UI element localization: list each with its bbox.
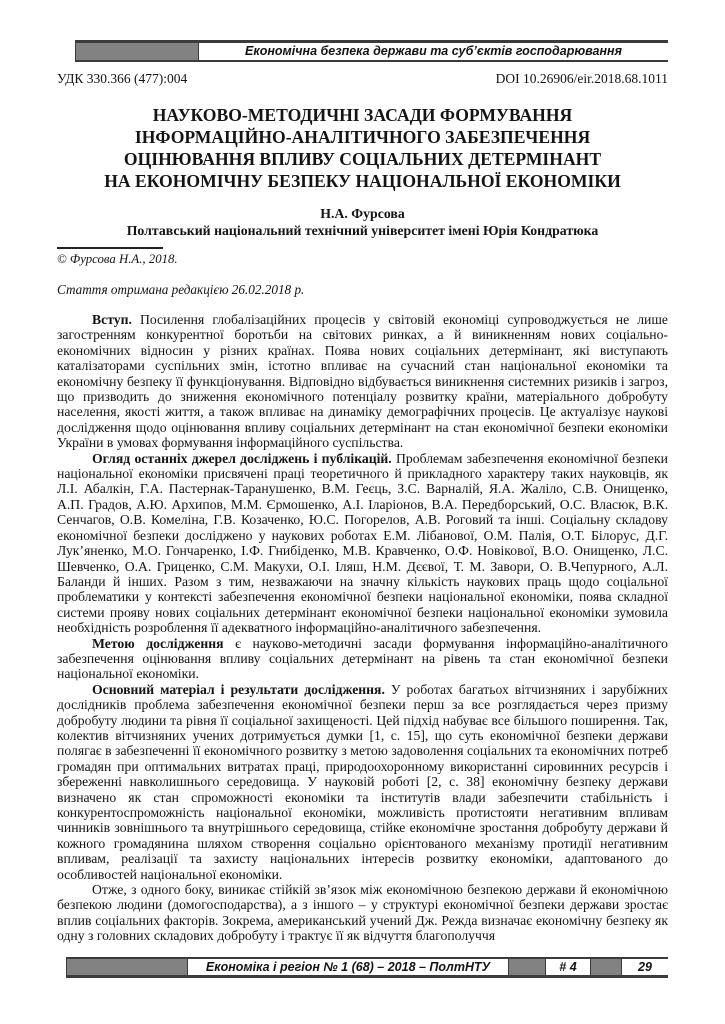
paragraph-text: У роботах багатьох вітчизняних і зарубіжних дослідників проблема забезпечення економічної безпеки перш за все розглядається через призму добробуту людини та рівня її соціальної захищеності. Цей підхід набуває все більшого поширення. Так, колектив вітчизняних учених дотримується думки [1, с. 15], що суть економічної безпеки держави полягає в забезпеченні її економічного розвитку з метою задоволення соціальних та економічних потреб громадян при оптимальних витратах праці, природоохоронному використанні сировинних ресурсів і збереженні навколишнього середовища. У науковій роботі [2, с. 38] економічну безпеку держави визначено як стан спроможності економіки та інститутів влади забезпечити стабільність і конкурентоспроможність національної економіки, можливість протистояти негативним впливам чинників зовнішнього та внутрішнього середовища, стійке економічне зростання добробуту держави й кожного громадянина шляхом створення соціально орієнтованого механізму протидії негативним впливам, реалізації та захисту національних інтересів розвитку економіки, адаптованого до особливостей національної економіки.: [57, 681, 669, 882]
journal-title: Економіка і регіон № 1 (68) – 2018 – ПолтНТУ: [205, 960, 491, 974]
received-date-note: Стаття отримана редакцією 26.02.2018 р.: [57, 282, 305, 297]
paragraph-lead: Основний матеріал і результати дослідження.: [92, 681, 385, 697]
section-header-bar: [75, 40, 668, 62]
copyright-note: © Фурсова Н.А., 2018.: [57, 252, 178, 266]
article-title-line: ІНФОРМАЦІЙНО-АНАЛІТИЧНОГО ЗАБЕЗПЕЧЕННЯ: [134, 127, 591, 147]
paragraph-text: Отже, з одного боку, виникає стійкій зв’язок між економічною безпекою держави й економічною безпекою людини (домогосподарства), а з іншого – у структурі економічної безпеки держави зростає вплив соціальних факторів. Зокрема, американський учений Дж. Режда визначає економічну безпеку як одну з головних складових добробуту і трактує її як відчуття благополуччя: [57, 882, 668, 944]
paragraph-lead: Вступ.: [92, 312, 132, 327]
issue-mark: # 4: [559, 960, 577, 974]
header-gray-block: [75, 43, 199, 60]
body-paragraph: [57, 682, 668, 882]
body-paragraph: [57, 636, 668, 682]
body-paragraph: [57, 312, 668, 451]
page-content: [0, 40, 725, 944]
article-title-line: ОЦІНЮВАННЯ ВПЛИВУ СОЦІАЛЬНИХ ДЕТЕРМІНАНТ: [123, 149, 602, 169]
article-title: [57, 104, 668, 192]
body-paragraph: [57, 451, 668, 636]
paragraph-text: Посилення глобалізаційних процесів у світовій економіці супроводжується не лише загостренням конкурентної боротьби на світових ринках, а й виникненням нових соціально-економічних відносин у різних країнах. Поява нових соціальних детермінант, які виступають каталізаторами суспільних змін, істотно впливає на сучасний стан національної економіки та економічну безпеку її функціонування. Відповідно відбувається виникнення системних ризиків і загроз, що призводить до зниження економічного потенціалу розвитку країни, матеріального добробуту населення, якості життя, а також впливає на динаміку демографічних процесів. Це актуалізує наукові дослідження щодо оцінювання впливу соціальних детермінант на стан економічної безпеки економіки України в умовах формування інформаційного суспільства.: [57, 312, 668, 451]
article-title-line: НА ЕКОНОМІЧНУ БЕЗПЕКУ НАЦІОНАЛЬНОЇ ЕКОНОМІКИ: [104, 171, 621, 191]
paragraph-lead: Огляд останніх джерел досліджень і публікацій.: [92, 450, 392, 466]
article-body: [57, 312, 668, 944]
paragraph-lead: Метою дослідження: [92, 635, 224, 651]
section-title: Економічна безпека держави та суб’єктів господарювання: [245, 44, 622, 58]
doi-number: DOI 10.26906/eir.2018.68.1011: [495, 71, 668, 86]
footer-bar: [66, 957, 668, 978]
meta-row: [57, 71, 668, 86]
paragraph-text: Проблемам забезпечення економічної безпеки національної економіки присвячені праці теоретичного й прикладного характеру таких науковців, як Л.І. Абалкін, Г.А. Пастернак-Таранушенко, В.М. Геєць, З.С. Варналій, Я.А. Жаліло, С.В. Онищенко, А.П. Градов, А.Ю. Архипов, М.М. Єрмошенко, А.І. Іларіонов, В.А. Передборський, О.С. Власюк, В.К. Сенчагов, О.В. Комеліна, Г.В. Козаченко, Ю.С. Погорелов, А.В. Роговий та інші. Соціальну складову економічної безпеки досліджено у наукових роботах Е.М. Лібанової, О.М. Палія, О.Т. Білорус, Д.Г. Лук’яненко, М.О. Гончаренко, І.Ф. Гнибіденко, М.В. Кравченко, О.Ф. Новікової, В.О. Онищенко, Л.С. Шевченко, О.А. Гриценко, С.М. Макухи, О.І. Іляш, Н.М. Дєєвої, Т. М. Завори, О. В.Чепурного, А.Л. Баланди й інших. Разом з тим, незважаючи на значну кількість наукових праць щодо соціальної проблематики у контексті забезпечення економічної безпеки національної економіки, поява складної системи прояву нових соціальних детермінант економічної безпеки національної економіки зумовила необхідність розроблення її адекватного інформаційно-аналітичного забезпечення.: [57, 450, 668, 636]
footer-gray-block: [508, 959, 546, 975]
article-title-line: НАУКОВО-МЕТОДИЧНІ ЗАСАДИ ФОРМУВАННЯ: [152, 105, 573, 125]
udc-number: УДК 330.366 (477):004: [57, 71, 188, 86]
footnote-rule: [57, 247, 163, 249]
footer-gray-block: [590, 959, 622, 975]
page-number: 29: [638, 960, 652, 974]
author-name: Н.А. Фурсова: [320, 206, 405, 221]
author-affiliation: Полтавський національний технічний університет імені Юрія Кондратюка: [126, 223, 599, 238]
paragraph-text: є науково-методичні засади формування інформаційно-аналітичного забезпечення оцінювання впливу соціальних детермінант на рівень та стан економічної безпеки національної економіки.: [57, 635, 668, 682]
footer-gray-block: [66, 959, 188, 975]
body-paragraph: [57, 882, 668, 944]
